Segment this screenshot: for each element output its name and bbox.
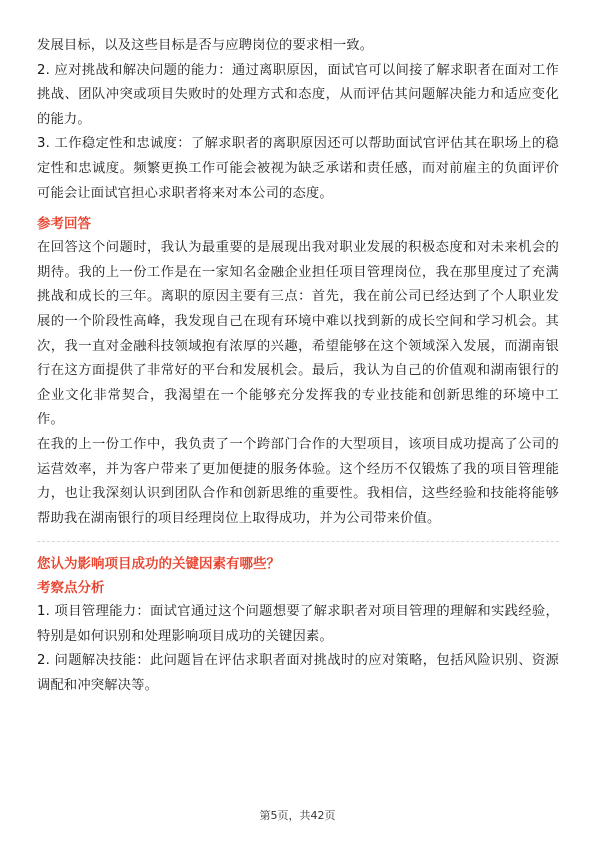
question-analysis-point-2: 2. 问题解决技能：此问题旨在评估求职者面对挑战时的应对策略，包括风险识别、资源调配和冲突解决等。 [37, 653, 559, 694]
reference-answer-heading: 参考回答 [37, 216, 91, 233]
section-divider [37, 541, 559, 542]
analysis-point-3: 3. 工作稳定性和忠诚度：了解求职者的离职原因还可以帮助面试官评估其在职场上的稳定性和忠诚度。频繁更换工作可能会被视为缺乏承诺和责任感，而对前雇主的负面评价可能会让面试官担心求职者将来对本公司的态度。 [37, 136, 559, 201]
question-analysis-point-1: 1. 项目管理能力：面试官通过这个问题想要了解求职者对项目管理的理解和实践经验，特别是如何识别和处理影响项目成功的关键因素。 [37, 604, 559, 644]
reference-answer-paragraph-1: 在回答这个问题时，我认为最重要的是展现出我对职业发展的积极态度和对未来机会的期待。我的上一份工作是在一家知名金融企业担任项目管理岗位，我在那里度过了充满挑战和成长的三年。离职的原因主要有三点：首先，我在前公司已经达到了个人职业发展的一个阶段性高峰，我发现自己在现有环境中难以找到新的成长空间和学习机会。其次，我一直对金融科技领域抱有浓厚的兴趣，希望能够在这个领域深入发展，而湖南银行在这方面提供了非常好的平台和发展机会。最后，我认为自己的价值观和湖南银行的企业文化非常契合，我渴望在一个能够充分发挥我的专业技能和创新思维的环境中工作。 [37, 240, 559, 428]
reference-answer-paragraph-2: 在我的上一份工作中，我负责了一个跨部门合作的大型项目，该项目成功提高了公司的运营效率，并为客户带来了更加便捷的服务体验。这个经历不仅锻炼了我的项目管理能力，也让我深刻认识到团队合作和创新思维的重要性。我相信，这些经验和技能将能够帮助我在湖南银行的项目经理岗位上取得成功，并为公司带来价值。 [37, 436, 559, 526]
question-title: 您认为影响项目成功的关键因素有哪些？ [37, 556, 280, 573]
continuation-text: 发展目标，以及这些目标是否与应聘岗位的要求相一致。 [37, 38, 374, 53]
analysis-heading: 考察点分析 [37, 580, 105, 597]
analysis-point-2: 2. 应对挑战和解决问题的能力：通过离职原因，面试官可以间接了解求职者在面对工作挑战、团队冲突或项目失败时的处理方式和态度，从而评估其问题解决能力和适应变化的能力。 [37, 62, 559, 127]
page-content [37, 34, 559, 699]
page-number: 第5页，共42页 [259, 809, 336, 822]
